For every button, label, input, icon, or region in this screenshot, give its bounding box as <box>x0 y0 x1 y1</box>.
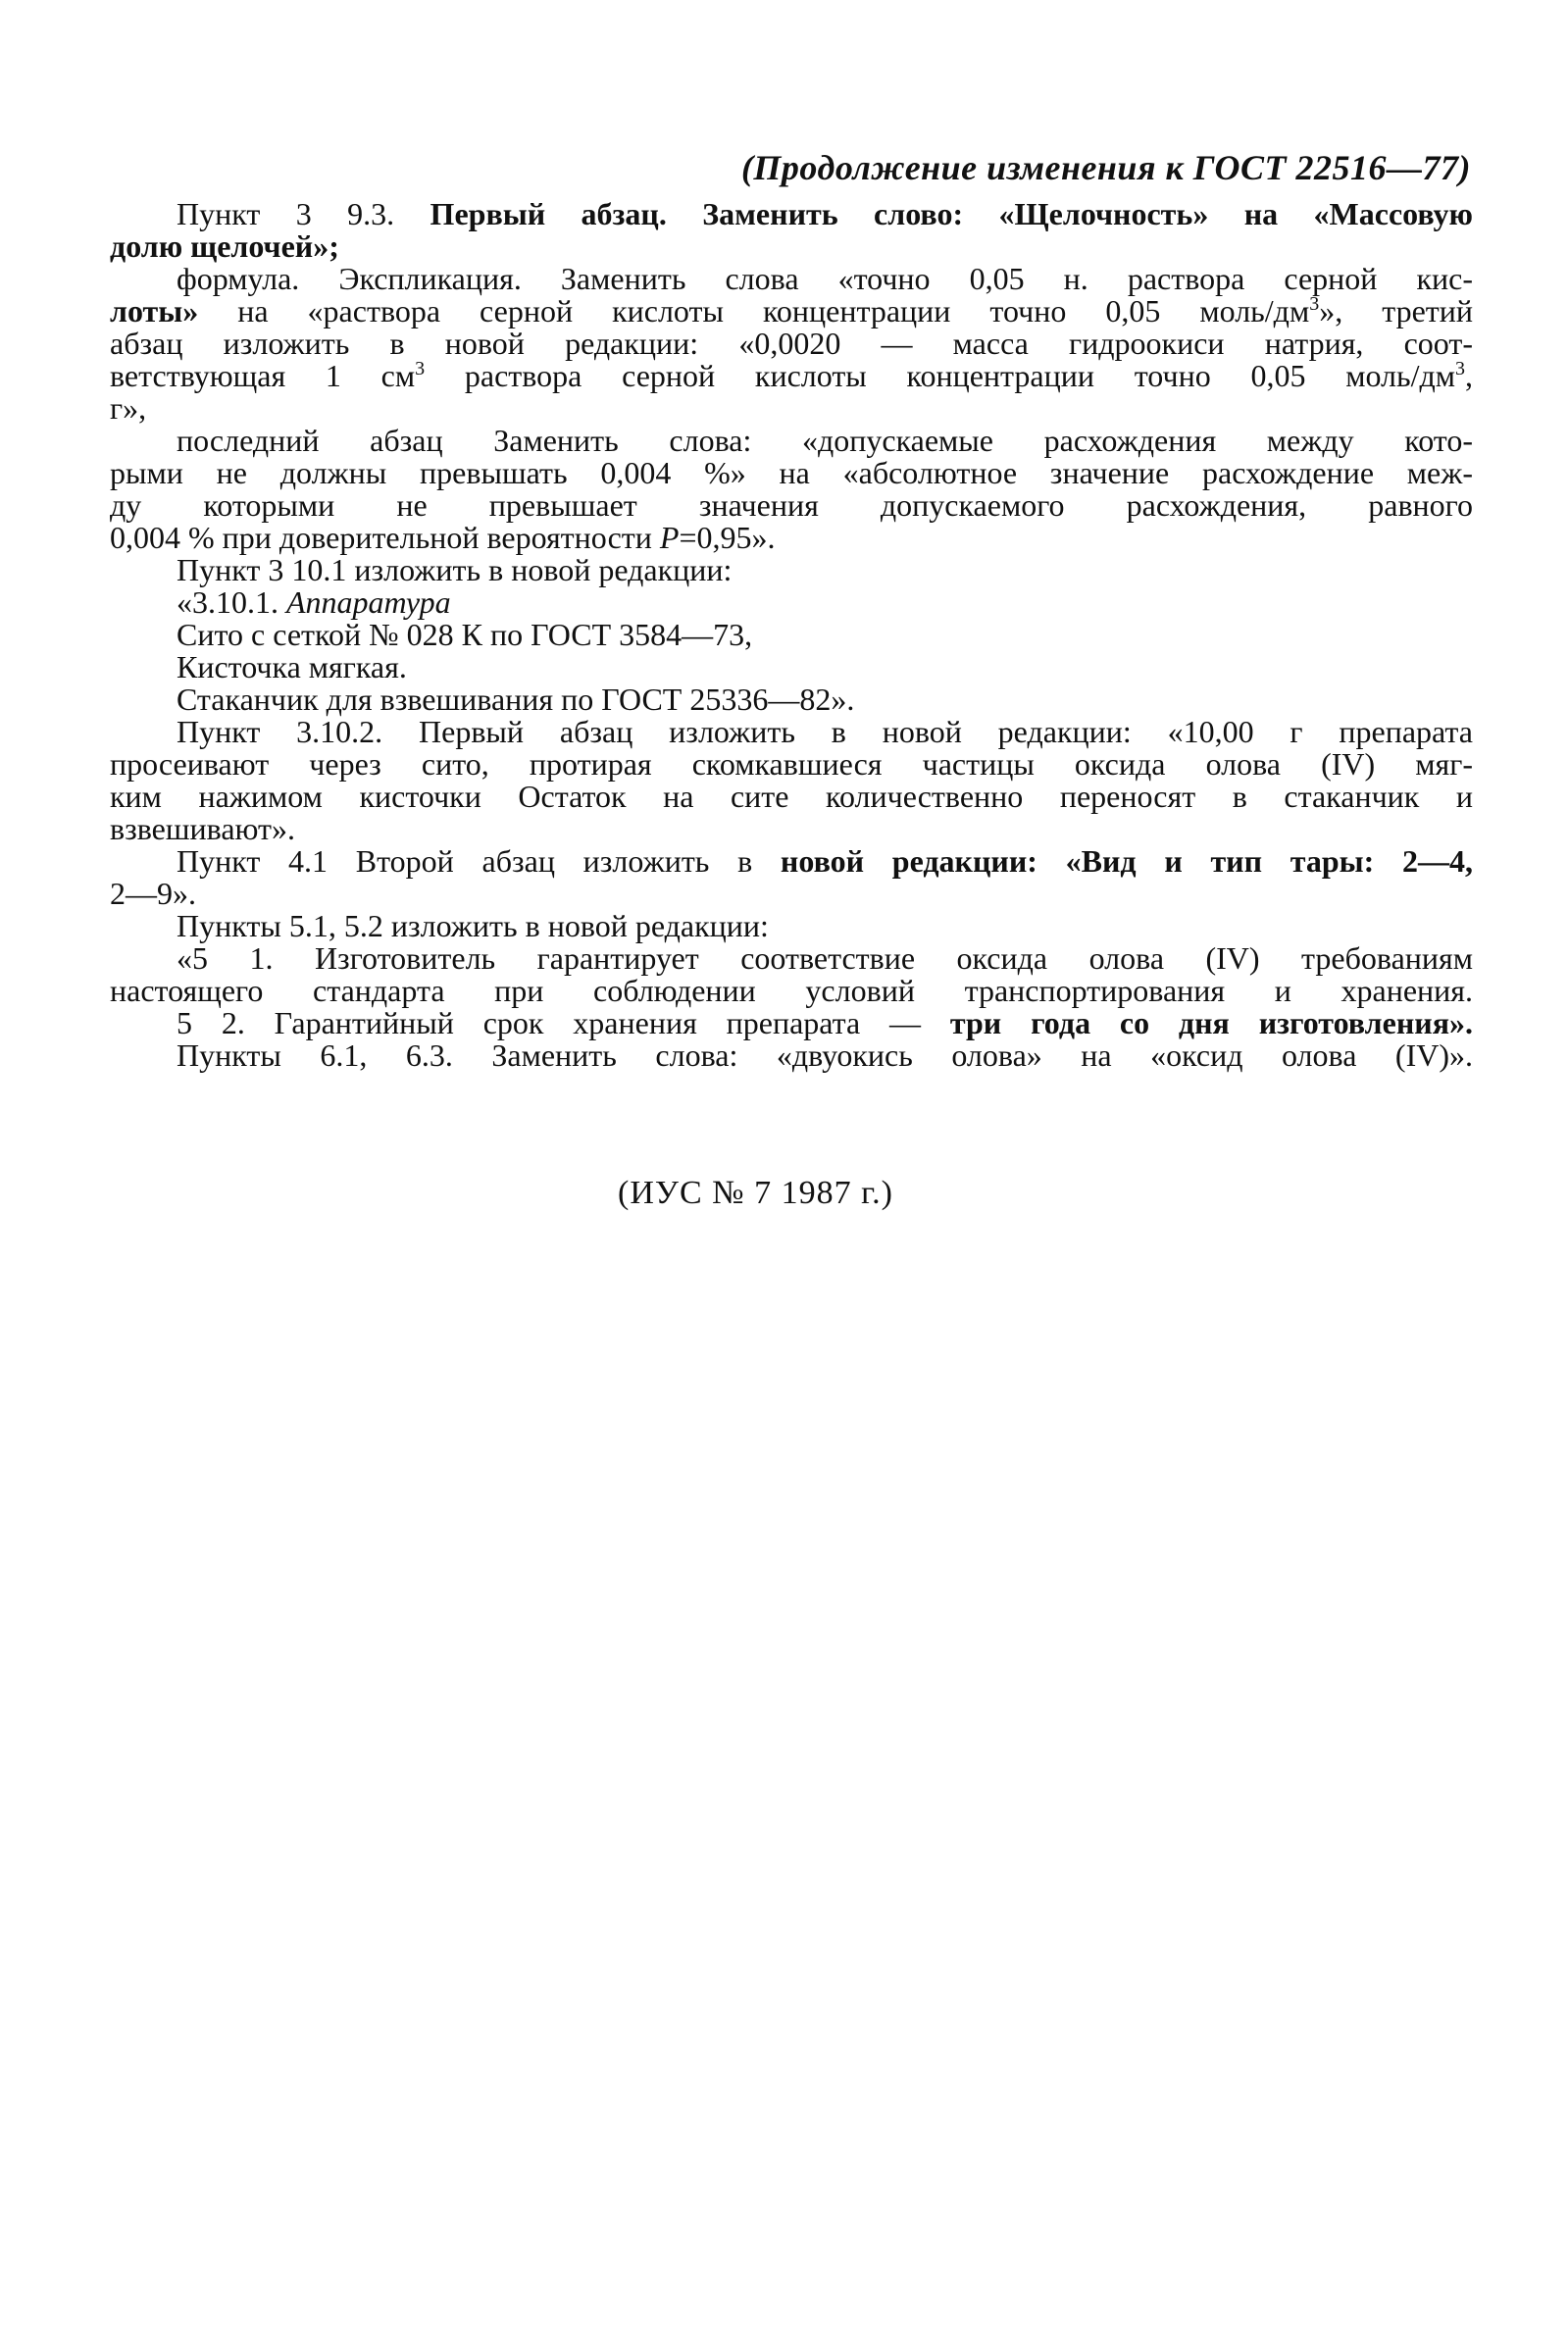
document-header: (Продолжение изменения к ГОСТ 22516—77) <box>740 148 1471 187</box>
document-body <box>110 198 1473 1072</box>
text-run: 5 2. Гарантийный срок хранения препарата — <box>177 1005 950 1040</box>
text-line <box>110 295 1473 328</box>
text-run: Аппаратура <box>286 584 451 620</box>
text-run: =0,95». <box>679 520 776 555</box>
text-run: «5 1. Изготовитель гарантирует соответствие оксида олова (IV) требованиям <box>177 940 1473 976</box>
text-line <box>110 1007 1473 1039</box>
text-line <box>110 781 1473 813</box>
text-run: «3.10.1. <box>177 584 286 620</box>
text-line <box>110 975 1473 1007</box>
text-run: настоящего стандарта при соблюдении условий транспортирования и хранения. <box>110 973 1473 1008</box>
text-run: формула. Экспликация. Заменить слова «точно 0,05 н. раствора серной кис- <box>177 261 1473 296</box>
text-line <box>110 457 1473 489</box>
text-line <box>110 263 1473 295</box>
text-run: Пункты 6.1, 6.3. Заменить слова: «двуокись олова» на «оксид олова (IV)». <box>177 1037 1473 1073</box>
text-run: Пункты 5.1, 5.2 изложить в новой редакции: <box>177 908 769 943</box>
text-line <box>110 198 1473 230</box>
text-run: Кисточка мягкая. <box>177 649 407 684</box>
text-run: 2—9». <box>110 876 196 911</box>
text-run: ким нажимом кисточки Остаток на сите количественно переносят в стаканчик и <box>110 779 1473 814</box>
text-line <box>110 716 1473 748</box>
text-run: Пункт 3.10.2. Первый абзац изложить в новой редакции: «10,00 г препарата <box>177 714 1473 749</box>
text-run: абзац изложить в новой редакции: «0,0020 — масса гидроокиси натрия, соот- <box>110 326 1473 361</box>
text-run: ветствующая 1 см <box>110 358 416 393</box>
text-run: г», <box>110 390 147 426</box>
superscript: 3 <box>415 358 426 379</box>
text-run: раствора серной кислоты концентрации точно 0,05 моль/дм <box>425 358 1456 393</box>
superscript: 3 <box>1309 293 1320 315</box>
superscript: 3 <box>1455 358 1466 379</box>
text-run: взвешивают». <box>110 811 295 846</box>
text-line <box>110 748 1473 781</box>
text-line <box>110 554 1473 586</box>
text-run: три года со дня изготовления». <box>949 1005 1474 1040</box>
text-line <box>110 230 1473 263</box>
text-line <box>110 683 1473 716</box>
text-line <box>110 425 1473 457</box>
text-line <box>110 910 1473 942</box>
text-run: рыми не должны превышать 0,004 %» на «абсолютное значение расхождение меж- <box>110 455 1473 490</box>
text-line <box>110 878 1473 910</box>
text-line <box>110 586 1473 619</box>
text-run: , <box>1465 358 1474 393</box>
text-run: Р <box>659 520 680 555</box>
text-line <box>110 619 1473 651</box>
text-run: новой редакции: «Вид и тип тары: 2—4, <box>780 843 1474 879</box>
text-run: на «раствора серной кислоты концентрации точно 0,05 моль/дм <box>198 293 1310 329</box>
document-footer: (ИУС № 7 1987 г.) <box>618 1175 893 1211</box>
text-line <box>110 1039 1473 1072</box>
text-run: лоты» <box>110 293 199 329</box>
text-line <box>110 845 1473 878</box>
text-run: Пункт 3 10.1 изложить в новой редакции: <box>177 552 733 587</box>
text-run: Пункт 4.1 Второй абзац изложить в <box>177 843 781 879</box>
text-run: просеивают через сито, протирая скомкавшиеся частицы оксида олова (IV) мяг- <box>110 746 1473 782</box>
text-line <box>110 489 1473 522</box>
text-line <box>110 522 1473 554</box>
text-line <box>110 328 1473 360</box>
text-run: Первый абзац. Заменить слово: «Щелочность» на «Массовую <box>430 196 1474 231</box>
text-run: последний абзац Заменить слова: «допускаемые расхождения между кото- <box>177 423 1473 458</box>
text-line <box>110 813 1473 845</box>
text-run: », третий <box>1319 293 1474 329</box>
text-run: долю щелочей»; <box>110 228 339 264</box>
text-line <box>110 651 1473 683</box>
text-run: ду которыми не превышает значения допускаемого расхождения, равного <box>110 487 1473 523</box>
text-run: Стаканчик для взвешивания по ГОСТ 25336—82». <box>177 682 855 717</box>
text-run: Пункт 3 9.3. <box>177 196 430 231</box>
text-line <box>110 942 1473 975</box>
text-line <box>110 392 1473 425</box>
text-run: 0,004 % при доверительной вероятности <box>110 520 660 555</box>
text-line <box>110 360 1473 392</box>
text-run: Сито с сеткой № 028 К по ГОСТ 3584—73, <box>177 617 753 652</box>
